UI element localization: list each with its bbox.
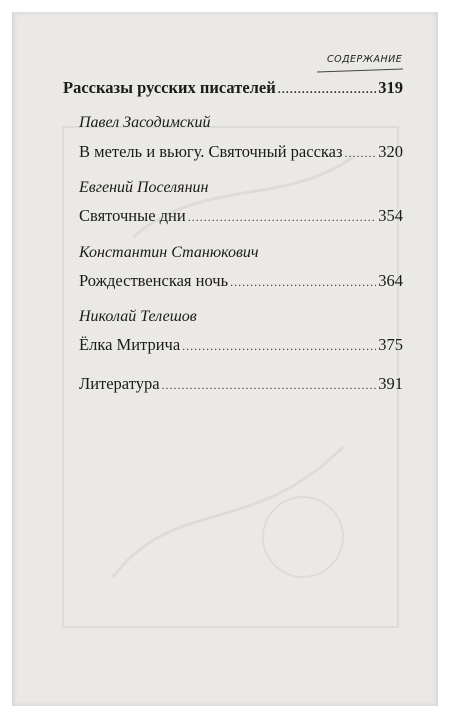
toc-entry-title: Святочные дни [79, 206, 186, 225]
author-name: Евгений Поселянин [79, 179, 209, 196]
toc-entry-row [79, 142, 403, 162]
toc-entry-row [79, 335, 403, 355]
toc-literature-page: 391 [378, 374, 403, 393]
toc-entry-title: Рождественская ночь [79, 271, 229, 290]
toc-entry-page: 364 [378, 271, 403, 290]
dot-leader [278, 82, 377, 97]
dot-leader [345, 146, 377, 161]
toc-section-row [63, 78, 403, 98]
dot-leader [230, 275, 376, 290]
dot-leader [162, 378, 377, 393]
toc-entry-title: В метель и вьюгу. Святочный рассказ [79, 142, 343, 161]
toc-entry-page: 320 [378, 142, 403, 161]
toc-entry-title: Ёлка Митрича [79, 335, 181, 354]
dot-leader [182, 339, 376, 354]
dot-leader [188, 210, 377, 225]
author-name: Николай Телешов [79, 308, 197, 325]
toc-literature-title: Литература [79, 374, 160, 393]
running-head: СОДЕРЖАНИЕ [327, 54, 403, 65]
toc-entry-row [79, 271, 403, 291]
toc-entry-row [79, 206, 403, 226]
author-name: Павел Засодимский [79, 114, 211, 131]
author-name: Константин Станюкович [79, 244, 259, 261]
toc-entry-page: 354 [378, 206, 403, 225]
running-head-underline [317, 68, 403, 72]
toc-entry-page: 375 [378, 335, 403, 354]
toc-section-page: 319 [378, 78, 403, 97]
toc-section-title: Рассказы русских писателей [63, 78, 276, 97]
toc-literature-row [79, 374, 403, 394]
book-page [12, 12, 438, 706]
